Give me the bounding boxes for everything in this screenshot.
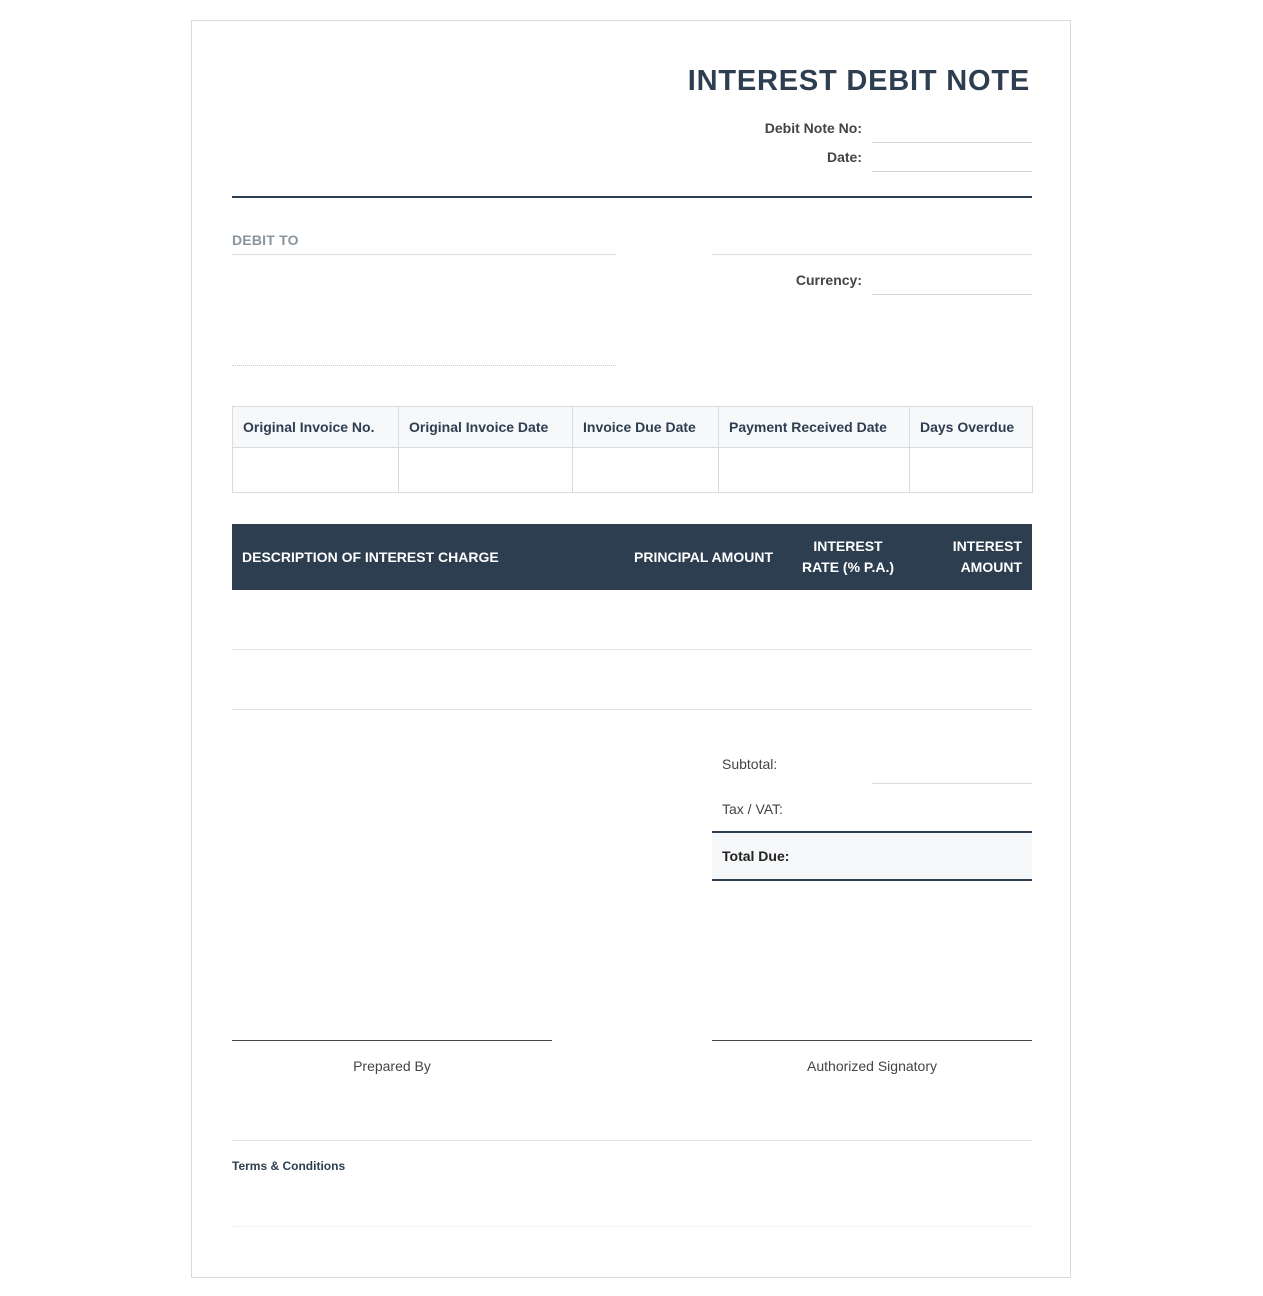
principal-amount-header: PRINCIPAL AMOUNT [623,524,783,590]
debit-to-underline [232,254,616,255]
table-row [232,590,1032,650]
total-due-label: Total Due: [722,848,790,864]
totals-section [712,739,1032,864]
terms-title: Terms & Conditions [232,1159,346,1173]
subtotal-label: Subtotal: [722,756,778,772]
amount-cell[interactable] [913,590,1032,650]
terms-divider [232,1140,1032,1141]
document-title: INTEREST DEBIT NOTE [687,65,1030,97]
description-cell[interactable] [232,590,623,650]
prepared-by-label: Prepared By [353,1058,431,1074]
original-invoice-date-cell[interactable] [399,448,573,493]
amount-cell[interactable] [913,650,1032,710]
debit-note-no-label: Debit Note No: [764,120,862,136]
payment-received-date-cell[interactable] [719,448,910,493]
date-field[interactable] [872,171,1032,172]
description-cell[interactable] [232,650,623,710]
header-divider [232,196,1032,198]
authorized-signatory-label: Authorized Signatory [807,1058,937,1074]
interest-charge-table [232,524,1032,710]
interest-amount-header-line2: AMOUNT [960,559,1022,575]
rate-cell[interactable] [783,650,913,710]
right-info-field[interactable] [712,254,1032,255]
interest-rate-header-line1: INTEREST [813,538,883,554]
authorized-signature-line[interactable] [712,1040,1032,1041]
charge-header-row [232,524,1032,590]
invoice-due-date-header: Invoice Due Date [573,407,719,448]
invoice-reference-table [232,406,1033,493]
tax-row [712,784,1032,829]
invoice-due-date-cell[interactable] [573,448,719,493]
tax-label: Tax / VAT: [722,801,783,817]
debit-to-address-field[interactable] [232,365,616,366]
original-invoice-no-header: Original Invoice No. [233,407,399,448]
principal-cell[interactable] [623,650,783,710]
debit-note-page [191,20,1071,1278]
payment-received-date-header: Payment Received Date [719,407,910,448]
table-row [233,448,1033,493]
terms-field[interactable] [232,1226,1032,1227]
debit-to-label: DEBIT TO [232,232,299,248]
table-row [232,650,1032,710]
principal-cell[interactable] [623,590,783,650]
days-overdue-cell[interactable] [910,448,1033,493]
currency-field[interactable] [872,294,1032,295]
subtotal-row [712,739,1032,784]
days-overdue-header: Days Overdue [910,407,1033,448]
description-header: DESCRIPTION OF INTEREST CHARGE [232,524,623,590]
date-label: Date: [826,149,862,165]
currency-label: Currency: [795,272,862,288]
interest-amount-header [913,524,1032,590]
interest-rate-header-line2: RATE (% P.A.) [801,559,895,575]
rate-cell[interactable] [783,590,913,650]
original-invoice-date-header: Original Invoice Date [399,407,573,448]
reference-header-row [233,407,1033,448]
total-due-row [712,831,1032,881]
prepared-by-signature-line[interactable] [232,1040,552,1041]
interest-rate-header [783,524,913,590]
original-invoice-no-cell[interactable] [233,448,399,493]
debit-note-no-field[interactable] [872,142,1032,143]
interest-amount-header-line1: INTEREST [952,538,1022,554]
